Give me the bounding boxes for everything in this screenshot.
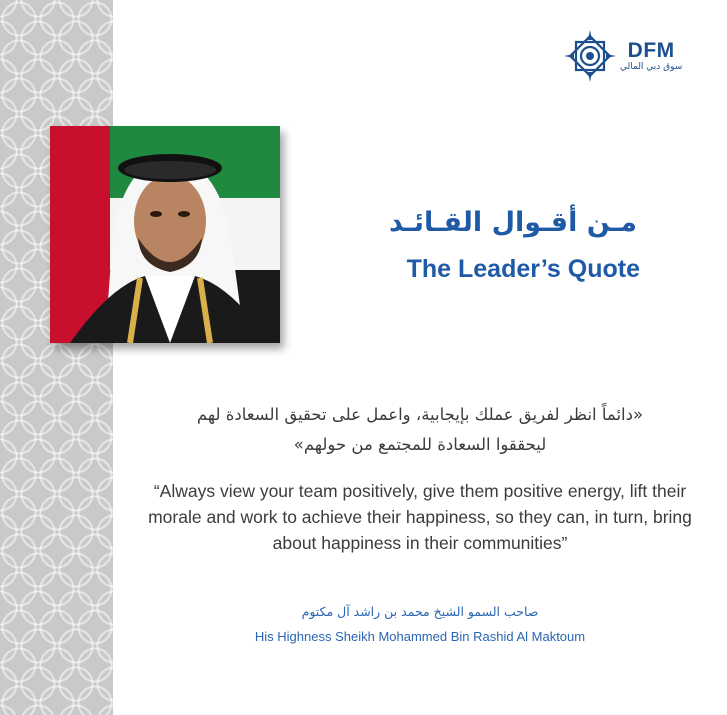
title-arabic: مـن أقـوال القـائـد [389,207,637,238]
dfm-star-logo-icon [562,28,618,84]
decorative-pattern-strip [0,0,113,715]
leader-portrait [50,126,280,343]
quote-arabic [125,400,715,460]
portrait-photo [50,126,280,343]
signature-english: His Highness Sheikh Mohammed Bin Rashid Al Maktoum [254,629,586,644]
quote-arabic-line1: «دائماً انظر لفريق عملك بإيجابية، واعمل على تحقيق السعادة لهم [196,405,644,424]
quote-arabic-line2: ليحققوا السعادة للمجتمع من حولهم» [293,435,547,454]
signature-arabic: صاحب السمو الشيخ محمد بن راشد آل مكتوم [301,604,539,619]
dfm-logo [562,28,702,84]
logo-name-ar: سوق دبي المالي [620,61,683,72]
title-english: The Leader’s Quote [406,255,640,283]
logo-name-en: DFM [627,38,675,62]
quote-english: “Always view your team positively, give them positive energy, lift their morale and work to achieve their happiness, so they can, in turn, bring about happiness in their communities” [148,481,692,553]
